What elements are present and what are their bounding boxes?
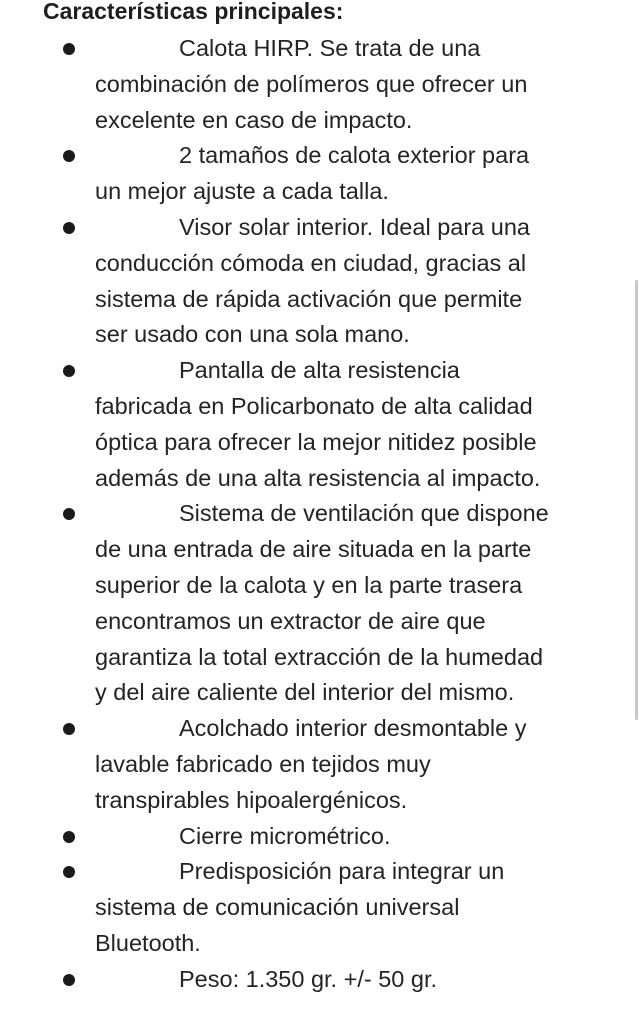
feature-item-closure	[0, 819, 640, 855]
bullet-icon	[63, 222, 75, 234]
feature-text: Visor solar interior. Ideal para una conducción cómoda en ciudad, gracias al sistema de rápida activación que permite ser usado con una sola mano.	[95, 213, 530, 348]
feature-text: 2 tamaños de calota exterior para un mejor ajuste a cada talla.	[95, 142, 530, 205]
feature-text: Peso: 1.350 gr. +/- 50 gr.	[179, 965, 438, 992]
feature-text: Predisposición para integrar un sistema de comunicación universal Bluetooth.	[95, 858, 505, 956]
feature-text: Cierre micrométrico.	[179, 822, 391, 849]
bullet-icon	[63, 43, 75, 55]
bullet-icon	[63, 723, 75, 735]
feature-text: Calota HIRP. Se trata de una combinación de polímeros que ofrecer un excelente en caso de impacto.	[95, 35, 528, 133]
feature-item-bluetooth	[0, 854, 640, 961]
features-list	[0, 31, 640, 998]
bullet-icon	[63, 508, 75, 520]
feature-item-padding	[0, 711, 640, 818]
feature-text: Sistema de ventilación que dispone de una entrada de aire situada en la parte superior de la calota y en la parte trasera encontramos un extractor de aire que garantiza la total extracción de la humedad y del aire caliente del interior del mismo.	[95, 500, 549, 706]
bullet-icon	[63, 365, 75, 377]
feature-item-shell	[0, 31, 640, 138]
bullet-icon	[63, 974, 75, 986]
feature-text: Pantalla de alta resistencia fabricada en Policarbonato de alta calidad óptica para ofrecer la mejor nitidez posible además de una alta resistencia al impacto.	[95, 357, 541, 491]
feature-item-ventilation	[0, 496, 640, 711]
vertical-scrollbar[interactable]	[635, 280, 638, 720]
feature-text: Acolchado interior desmontable y lavable fabricado en tejidos muy transpirables hipoalergénicos.	[95, 715, 527, 813]
bullet-icon	[63, 150, 75, 162]
feature-item-sun-visor	[0, 210, 640, 353]
feature-item-visor-screen	[0, 353, 640, 496]
bullet-icon	[63, 831, 75, 843]
feature-item-shell-sizes	[0, 138, 640, 210]
bullet-icon	[63, 866, 75, 878]
section-heading: Características principales:	[43, 0, 344, 24]
feature-item-weight	[0, 962, 640, 998]
